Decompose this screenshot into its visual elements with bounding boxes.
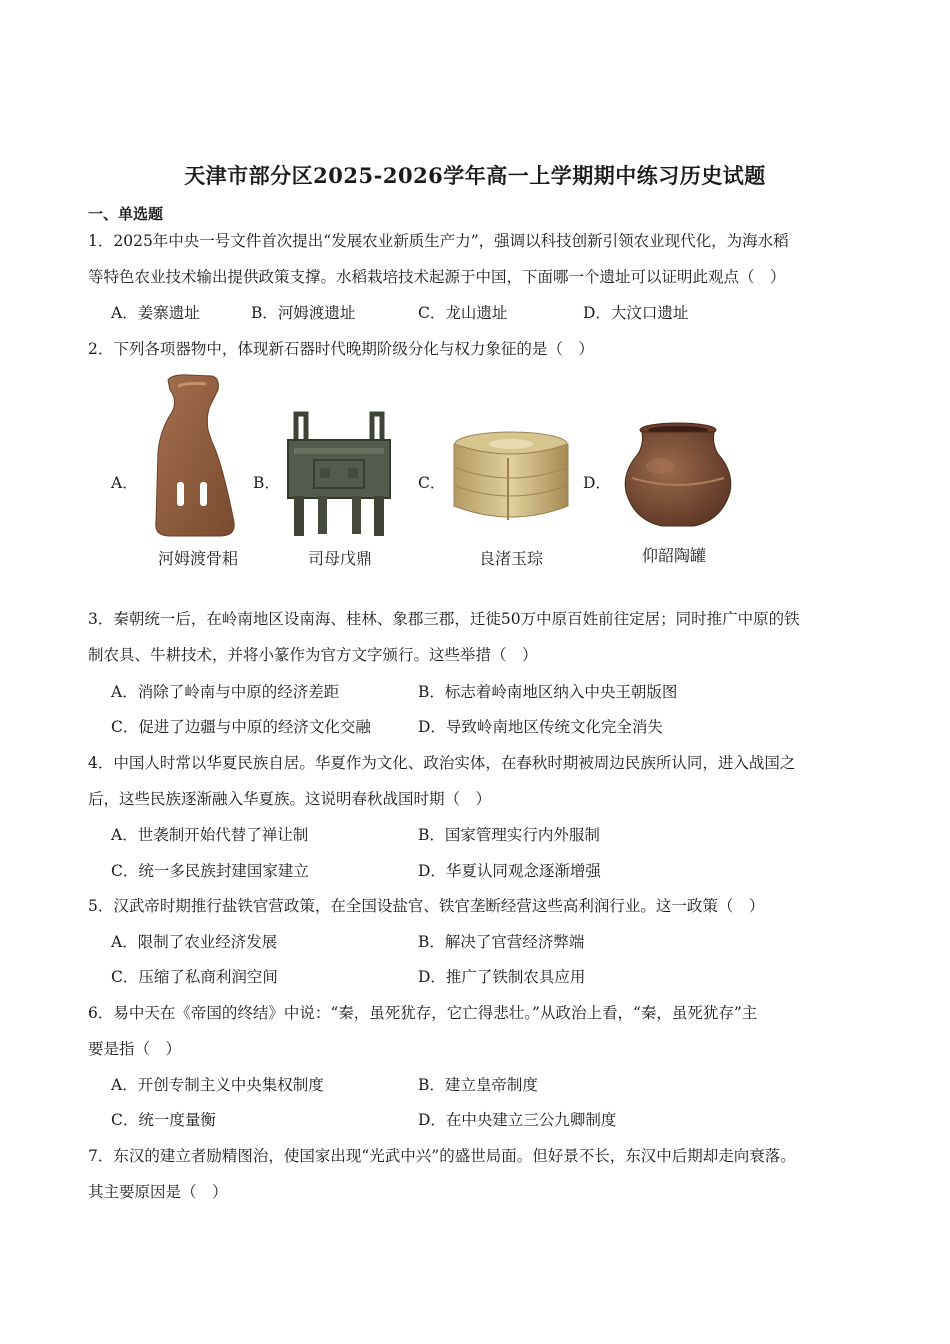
jade-cong-image bbox=[446, 428, 576, 526]
q1-stem-line2: 等特色农业技术输出提供政策支撑。水稻栽培技术起源于中国，下面哪一个遗址可以证明此观点（ ） bbox=[88, 268, 786, 286]
q5-option-a: A．限制了农业经济发展 bbox=[111, 933, 278, 951]
q2-option-d: D． bbox=[583, 474, 611, 492]
pottery-jar-image bbox=[618, 420, 738, 532]
q6-option-b: B．建立皇帝制度 bbox=[418, 1076, 538, 1094]
q1-option-c: C．龙山遗址 bbox=[418, 304, 508, 322]
section-heading: 一、单选题 bbox=[88, 205, 164, 223]
q6-stem-line2: 要是指（ ） bbox=[88, 1040, 182, 1058]
q6-option-c: C．统一度量衡 bbox=[111, 1111, 216, 1129]
q1-option-d: D．大汶口遗址 bbox=[583, 304, 689, 322]
q2-option-a: A． bbox=[111, 474, 138, 492]
q2-option-b: B． bbox=[253, 474, 280, 492]
q5-option-d: D．推广了铁制农具应用 bbox=[418, 968, 586, 986]
q4-stem-line1: 4．中国人时常以华夏民族自居。华夏作为文化、政治实体，在春秋时期被周边民族所认同，进入战国之 bbox=[88, 754, 796, 772]
page-title: 天津市部分区2025-2026学年高一上学期期中练习历史试题 bbox=[184, 163, 766, 188]
q4-option-c: C．统一多民族封建国家建立 bbox=[111, 862, 309, 880]
q3-option-b: B．标志着岭南地区纳入中央王朝版图 bbox=[418, 683, 678, 701]
q1-stem-line1: 1．2025年中央一号文件首次提出“发展农业新质生产力”，强调以科技创新引领农业现代化，为海水稻 bbox=[88, 232, 789, 250]
q2-option-c: C． bbox=[418, 474, 446, 492]
q1-option-b: B．河姆渡遗址 bbox=[251, 304, 356, 322]
ding-vessel-image bbox=[284, 410, 394, 538]
q5-option-c: C．压缩了私商利润空间 bbox=[111, 968, 278, 986]
q6-option-a: A．开创专制主义中央集权制度 bbox=[111, 1076, 324, 1094]
q3-option-a: A．消除了岭南与中原的经济差距 bbox=[111, 683, 340, 701]
q4-option-b: B．国家管理实行内外服制 bbox=[418, 826, 600, 844]
q4-option-d: D．华夏认同观念逐渐增强 bbox=[418, 862, 601, 880]
q5-stem-line1: 5．汉武帝时期推行盐铁官营政策，在全国设盐官、铁官垄断经营这些高利润行业。这一政策（ ） bbox=[88, 897, 765, 915]
q3-stem-line2: 制农具、牛耕技术，并将小篆作为官方文字颁行。这些举措（ ） bbox=[88, 646, 538, 664]
q4-stem-line2: 后，这些民族逐渐融入华夏族。这说明春秋战国时期（ ） bbox=[88, 790, 492, 808]
q3-option-d: D．导致岭南地区传统文化完全消失 bbox=[418, 718, 663, 736]
q2-caption-b: 司母戊鼎 bbox=[307, 549, 372, 568]
q2-caption-c: 良渚玉琮 bbox=[478, 549, 543, 568]
q3-stem-line1: 3．秦朝统一后，在岭南地区设南海、桂林、象郡三郡，迁徙50万中原百姓前往定居；同时推广中原的铁 bbox=[88, 610, 800, 628]
q7-stem-line1: 7．东汉的建立者励精图治，使国家出现“光武中兴”的盛世局面。但好景不长，东汉中后期却走向衰落。 bbox=[88, 1147, 796, 1165]
q6-stem-line1: 6．易中天在《帝国的终结》中说：“秦，虽死犹存，它亡得悲壮。”从政治上看，“秦，虽死犹存”主 bbox=[88, 1004, 758, 1022]
q7-stem-line2: 其主要原因是（ ） bbox=[88, 1183, 228, 1201]
bone-spade-image bbox=[148, 372, 248, 540]
q2-caption-a: 河姆渡骨耜 bbox=[157, 549, 238, 568]
q2-stem-line1: 2．下列各项器物中，体现新石器时代晚期阶级分化与权力象征的是（ ） bbox=[88, 340, 594, 358]
q2-caption-d: 仰韶陶罐 bbox=[641, 546, 706, 565]
q1-option-a: A．姜寨遗址 bbox=[111, 304, 200, 322]
q4-option-a: A．世袭制开始代替了禅让制 bbox=[111, 826, 309, 844]
q6-option-d: D．在中央建立三公九卿制度 bbox=[418, 1111, 617, 1129]
q5-option-b: B．解决了官营经济弊端 bbox=[418, 933, 585, 951]
q3-option-c: C．促进了边疆与中原的经济文化交融 bbox=[111, 718, 371, 736]
